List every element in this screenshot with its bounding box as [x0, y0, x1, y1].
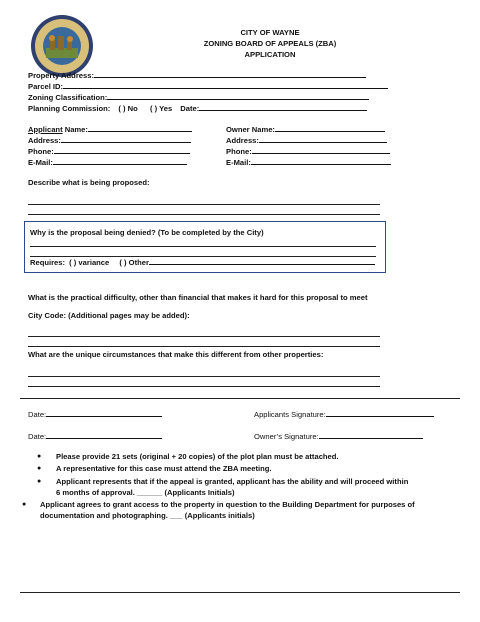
owner-address-field[interactable] [226, 136, 387, 145]
planning-yes-checkbox[interactable]: ( ) Yes [149, 104, 173, 113]
planning-date-field[interactable] [199, 104, 367, 111]
zoning-classification-label: Zoning Classification: [28, 93, 108, 102]
unique-line-1[interactable] [28, 376, 380, 377]
note-ability-line-1: Applicant represents that if the appeal is granted, applicant has the ability and will proceed within [56, 477, 409, 486]
denied-line-1[interactable] [30, 246, 376, 247]
city-code-label: City Code: (Additional pages may be added): [28, 311, 190, 320]
unique-question: What are the unique circumstances that make this different from other properties: [28, 350, 324, 359]
header-application: APPLICATION [244, 50, 296, 59]
property-address-field[interactable] [28, 71, 366, 80]
describe-label: Describe what is being proposed: [28, 178, 150, 187]
header-board: ZONING BOARD OF APPEALS (ZBA) [203, 39, 337, 48]
date-label-1: Date: [28, 410, 47, 419]
note-access-line-1: Applicant agrees to grant access to the property in question to the Building Department for purposes of [40, 500, 415, 509]
describe-line-2[interactable] [28, 214, 380, 215]
other-checkbox[interactable]: ( ) Other [119, 258, 149, 267]
zoning-classification-field[interactable] [28, 93, 369, 102]
parcel-id-label: Parcel ID: [28, 82, 64, 91]
requires-label: Requires: [30, 258, 66, 267]
note-ability-line-2: 6 months of approval. ______ (Applicants Initials) [56, 488, 235, 497]
owner-name-label: Owner Name: [226, 125, 275, 134]
owner-address-label: Address: [226, 136, 259, 145]
denied-question: Why is the proposal being denied? (To be completed by the City) [30, 228, 264, 237]
planning-commission-row [28, 104, 367, 113]
bullet-icon: ● [37, 478, 42, 485]
requires-row [30, 258, 375, 267]
denied-line-2[interactable] [30, 256, 376, 257]
applicant-email-label: E-Mail: [28, 158, 53, 167]
bullet-icon: ● [37, 465, 42, 472]
header-city: CITY OF WAYNE [240, 28, 300, 37]
note-representative: A representative for this case must attend the ZBA meeting. [56, 464, 272, 473]
applicant-address-label: Address: [28, 136, 61, 145]
applicant-email-field[interactable] [28, 158, 187, 167]
difficulty-line-1[interactable] [28, 336, 380, 337]
city-seal-logo [30, 14, 94, 78]
applicant-phone-label: Phone: [28, 147, 54, 156]
owner-signature-label: Owner’s Signature: [254, 432, 319, 441]
bullet-icon: ● [22, 501, 27, 508]
difficulty-line-2[interactable] [28, 346, 380, 347]
applicant-signature-field[interactable] [254, 410, 434, 419]
date-label-2: Date: [28, 432, 47, 441]
other-field[interactable] [149, 258, 375, 265]
parcel-id-field[interactable] [28, 82, 388, 91]
note-access-line-2: documentation and photographing. ___ (Applicants initials) [40, 511, 255, 520]
difficulty-question: What is the practical difficulty, other than financial that makes it hard for this proposal to meet [28, 293, 368, 302]
variance-checkbox[interactable]: ( ) variance [69, 258, 110, 267]
owner-phone-field[interactable] [226, 147, 390, 156]
section-divider-2 [20, 592, 460, 593]
date-field-1[interactable] [28, 410, 162, 419]
property-address-label: Property Address: [28, 71, 94, 80]
bullet-icon: ● [37, 453, 42, 460]
section-divider-1 [20, 398, 460, 399]
owner-name-field[interactable] [226, 125, 385, 134]
owner-phone-label: Phone: [226, 147, 252, 156]
note-plot-plan: Please provide 21 sets (original + 20 copies) of the plot plan must be attached. [56, 452, 339, 461]
planning-commission-label: Planning Commission: [28, 104, 111, 113]
applicant-name-field[interactable] [28, 125, 192, 134]
describe-line-1[interactable] [28, 204, 380, 205]
planning-date-label: Date: [180, 104, 200, 113]
applicant-address-field[interactable] [28, 136, 191, 145]
owner-email-label: E-Mail: [226, 158, 251, 167]
owner-signature-field[interactable] [254, 432, 423, 441]
planning-no-checkbox[interactable]: ( ) No [118, 104, 138, 113]
date-field-2[interactable] [28, 432, 162, 441]
applicant-heading: Applicant [28, 125, 63, 134]
owner-email-field[interactable] [226, 158, 391, 167]
unique-line-2[interactable] [28, 386, 380, 387]
applicant-signature-label: Applicants Signature: [254, 410, 326, 419]
applicant-name-label: Name: [62, 125, 88, 134]
applicant-phone-field[interactable] [28, 147, 190, 156]
